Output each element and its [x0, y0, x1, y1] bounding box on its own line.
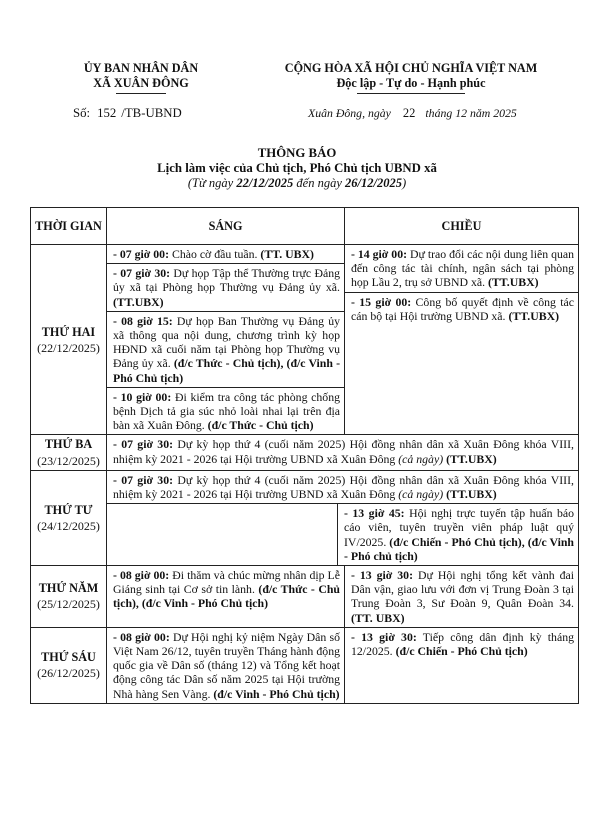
- place-prefix: Xuân Đông, ngày: [308, 106, 391, 120]
- motto-underline: [357, 93, 465, 94]
- day-date: (24/12/2025): [37, 518, 100, 533]
- day-name: THỨ SÁU: [41, 650, 96, 665]
- notice-title: THÔNG BÁO: [257, 146, 337, 160]
- day-name: THỨ HAI: [41, 324, 96, 339]
- day-cell-friday: [31, 627, 107, 703]
- docno-value: 152: [97, 106, 117, 120]
- range-from: 22/12/2025: [236, 176, 294, 190]
- notice-title-block: [0, 146, 594, 191]
- event-item: - 10 giờ 00: Đi kiểm tra công tác phòng chống bệnh Dịch tả gia súc nhỏ loài nhai lại trên địa bàn xã Xuân Đông. (đ/c Thức - Chủ tịch): [113, 389, 340, 433]
- afternoon-cell: - 13 giờ 45: Hội nghị trực tuyến tập huấn báo cáo viên, tuyên truyền viên pháp luật quý IV/2025. (đ/c Chiến - Phó Chủ tịch), (đ/c Vinh - Phó chủ tịch): [344, 506, 575, 563]
- range-suffix: ): [401, 176, 407, 190]
- event-item: - 08 giờ 15: Dự họp Ban Thường vụ Đảng ủy xã thông qua nội dung, chương trình kỳ họp HĐND xã cuối năm tại Phòng họp Thường vụ Đảng ủy xã. (đ/c Thức - Chủ tịch), (đ/c Vinh - Phó Chủ tịch): [107, 312, 344, 388]
- morning-cell: [107, 504, 338, 565]
- col-header-time: THỜI GIAN: [31, 208, 107, 245]
- nation-motto: Độc lập - Tự do - Hạnh phúc: [336, 76, 486, 90]
- day-cell-wednesday: [31, 470, 107, 565]
- day-date: (23/12/2025): [37, 453, 100, 468]
- event-item: - 13 giờ 30: Dự Hội nghị tổng kết vành đai Dân vận, giao lưu với đơn vị Trung Đoàn 3 tại Trung Đoàn 3, Sư Đoàn 9, Quân Đoàn 34. (TT. UBX): [351, 568, 574, 625]
- notice-subtitle: Lịch làm việc của Chủ tịch, Phó Chủ tịch UBND xã: [157, 161, 437, 175]
- issuer-underline: [116, 93, 166, 94]
- range-mid: đến ngày: [293, 176, 346, 190]
- notice-date-range: [0, 176, 594, 191]
- schedule-table: [30, 207, 579, 704]
- place-date: [308, 106, 517, 121]
- event-item: - 08 giờ 00: Đi thăm và chúc mừng nhân dịp Lễ Giáng sinh tại Cơ sở tin lành. (đ/c Thức - Chủ tịch), (đ/c Vinh - Phó Chủ tịch): [113, 568, 340, 611]
- issuer-line-2: XÃ XUÂN ĐÔNG: [93, 76, 189, 90]
- event-item: - 07 giờ 00: Chào cờ đầu tuần. (TT. UBX): [107, 245, 344, 264]
- table-row: [31, 627, 579, 703]
- issuer-line-1: ỦY BAN NHÂN DÂN: [83, 61, 199, 75]
- day-name: THỨ NĂM: [38, 581, 99, 596]
- document-number: [73, 106, 182, 121]
- col-header-morning: SÁNG: [107, 208, 345, 245]
- table-row: [31, 470, 579, 565]
- docno-prefix: Số:: [73, 106, 91, 120]
- event-item: - 08 giờ 00: Dự Hội nghị kỷ niệm Ngày Dân số Việt Nam 26/12, tuyên truyền Tháng hành động quốc gia về Dân số (tháng 12) và Tổng kết hoạt động công tác Dân số năm 2025 tại Hội trường Nhà hàng Sen Vàng. (đ/c Vinh - Phó Chủ tịch): [113, 629, 340, 701]
- docno-suffix: /TB-UBND: [121, 106, 182, 120]
- event-item: - 13 giờ 30: Tiếp công dân định kỳ tháng 12/2025. (đ/c Chiến - Phó Chủ tịch): [351, 629, 574, 659]
- day-name: THỨ TƯ: [44, 502, 93, 517]
- event-item: - 15 giờ 00: Công bố quyết định về công tác cán bộ tại Hội trường UBND xã. (TT.UBX): [351, 294, 574, 323]
- afternoon-cell: [345, 566, 579, 628]
- table-row: [31, 566, 579, 628]
- day-date: (25/12/2025): [37, 597, 100, 612]
- afternoon-cell: [345, 627, 579, 703]
- day-cell-tuesday: [31, 435, 107, 470]
- national-motto-block: [246, 61, 576, 94]
- morning-cell: [107, 245, 345, 435]
- morning-cell: [107, 566, 345, 628]
- table-header-row: [31, 208, 579, 245]
- morning-cell: [107, 627, 345, 703]
- range-to: 26/12/2025: [345, 176, 402, 190]
- nation-name: CỘNG HÒA XÃ HỘI CHỦ NGHĨA VIỆT NAM: [284, 61, 538, 75]
- day-cell-thursday: [31, 566, 107, 628]
- range-prefix: (Từ ngày: [187, 176, 237, 190]
- col-header-afternoon: CHIỀU: [345, 208, 579, 245]
- wednesday-content: [107, 470, 579, 565]
- event-item: - 14 giờ 00: Dự trao đổi các nội dung liên quan đến công tác tài chính, ngân sách tại phòng họp Lầu 2, trụ sở UBND xã. (TT.UBX): [345, 245, 578, 293]
- issuer-block: [66, 61, 216, 94]
- place-suffix: tháng 12 năm 2025: [425, 106, 517, 120]
- day-name: THỨ BA: [44, 437, 93, 452]
- table-row: [31, 435, 579, 470]
- day-cell-monday: [31, 245, 107, 435]
- wednesday-split: [107, 504, 578, 565]
- full-day-cell: - 07 giờ 30: Dự kỳ họp thứ 4 (cuối năm 2025) Hội đồng nhân dân xã Xuân Đông khóa VIII, nhiệm kỳ 2021 - 2026 tại Hội trường UBND xã Xuân Đông (cả ngày) (TT.UBX): [107, 435, 579, 470]
- day-date: (22/12/2025): [37, 340, 100, 355]
- day-date: (26/12/2025): [37, 666, 100, 681]
- event-item: - 07 giờ 30: Dự họp Tập thể Thường trực Đảng ủy xã tại Phòng họp Thường vụ Đảng ủy xã. (TT.UBX): [107, 264, 344, 312]
- full-day-event: - 07 giờ 30: Dự kỳ họp thứ 4 (cuối năm 2025) Hội đồng nhân dân xã Xuân Đông khóa VIII, nhiệm kỳ 2021 - 2026 tại Hội trường UBND xã Xuân Đông (cả ngày) (TT.UBX): [107, 471, 578, 504]
- place-day: 22: [402, 106, 416, 120]
- afternoon-cell: [345, 245, 579, 435]
- table-row: [31, 245, 579, 435]
